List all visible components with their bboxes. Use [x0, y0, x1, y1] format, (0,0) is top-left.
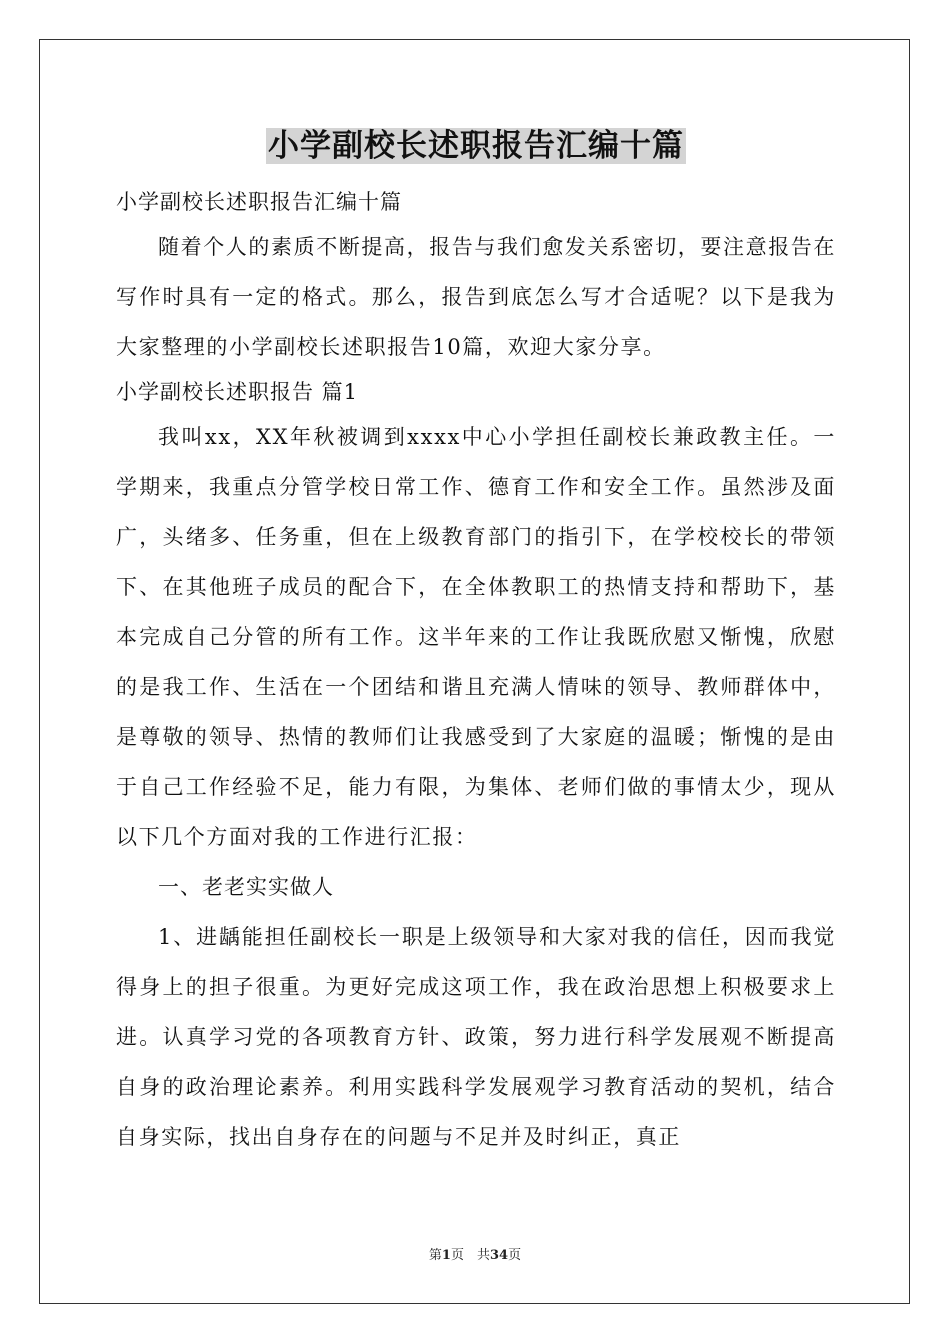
footer-page-total: 34	[489, 1248, 509, 1263]
section-heading: 小学副校长述职报告 篇1	[116, 380, 359, 404]
footer-mid: 页 共	[450, 1248, 490, 1263]
page-footer	[0, 1247, 950, 1265]
document-title-text: 小学副校长述职报告汇编十篇	[268, 128, 684, 164]
item-heading: 一、老老实实做人	[158, 875, 334, 899]
body-paragraph-1: 我叫xx，XX年秋被调到xxxx中心小学担任副校长兼政教主任。一学期来，我重点分管学校日常工作、德育工作和安全工作。虽然涉及面广，头绪多、任务重，但在上级教育部门的指引下，在学校校长的带领下、在其他班子成员的配合下，在全体教职工的热情支持和帮助下，基本完成自己分管的所有工作。这半年来的工作让我既欣慰又惭愧，欣慰的是我工作、生活在一个团结和谐且充满人情味的领导、教师群体中，是尊敬的领导、热情的教师们让我感受到了大家庭的温暖；惭愧的是由于自己工作经验不足，能力有限，为集体、老师们做的事情太少，现从以下几个方面对我的工作进行汇报：	[116, 425, 836, 849]
document-body	[116, 124, 836, 1162]
document-subtitle: 小学副校长述职报告汇编十篇	[116, 190, 402, 214]
footer-page-current: 1	[441, 1248, 451, 1263]
footer-prefix: 第	[428, 1248, 442, 1263]
document-title	[116, 124, 836, 168]
intro-paragraph: 随着个人的素质不断提高，报告与我们愈发关系密切，要注意报告在写作时具有一定的格式。那么，报告到底怎么写才合适呢？以下是我为大家整理的小学副校长述职报告10篇，欢迎大家分享。	[116, 235, 836, 359]
body-paragraph-2: 1、进龋能担任副校长一职是上级领导和大家对我的信任，因而我觉得身上的担子很重。为更好完成这项工作，我在政治思想上积极要求上进。认真学习党的各项教育方针、政策，努力进行科学发展观不断提高自身的政治理论素养。利用实践科学发展观学习教育活动的契机，结合自身实际，找出自身存在的问题与不足并及时纠正，真正	[116, 925, 836, 1149]
footer-suffix: 页	[508, 1248, 522, 1263]
